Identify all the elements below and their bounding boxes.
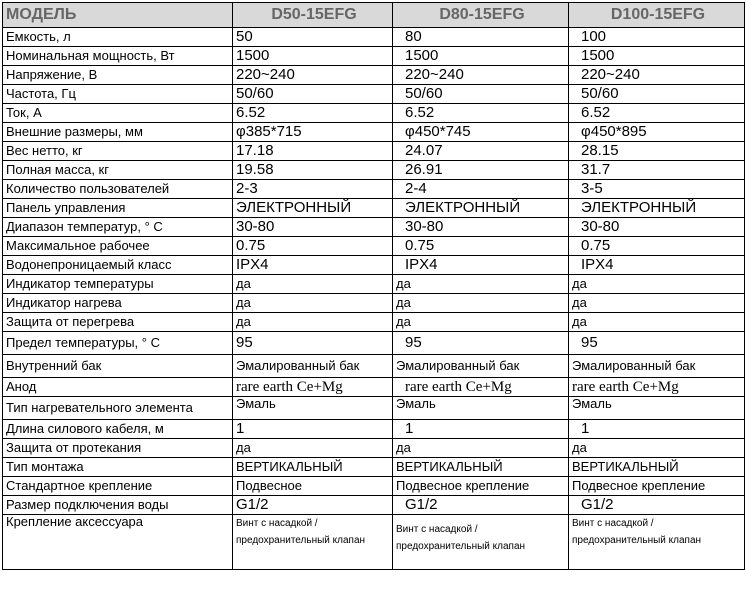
- row-label: Емкость, л: [3, 28, 233, 47]
- row-label: Внешние размеры, мм: [3, 123, 233, 142]
- spec-table: [2, 2, 745, 570]
- row-label: Ток, А: [3, 104, 233, 123]
- row-value: 50/60: [233, 85, 393, 104]
- header-model: D80-15EFG: [393, 3, 569, 28]
- table-row: [3, 378, 745, 397]
- row-value: 50/60: [569, 85, 745, 104]
- row-value: да: [393, 439, 569, 458]
- row-label: Диапазон температур, ° С: [3, 218, 233, 237]
- table-row: [3, 237, 745, 256]
- table-row: [3, 47, 745, 66]
- row-value: 50: [233, 28, 393, 47]
- row-value: Эмалированный бак: [393, 355, 569, 378]
- row-value: 3-5: [569, 180, 745, 199]
- table-row: [3, 275, 745, 294]
- row-value: да: [569, 439, 745, 458]
- row-label: Водонепроницаемый класс: [3, 256, 233, 275]
- row-label: Максимальное рабочее: [3, 237, 233, 256]
- header-model: D100-15EFG: [569, 3, 745, 28]
- table-row: [3, 142, 745, 161]
- row-label: Тип монтажа: [3, 458, 233, 477]
- table-row: [3, 180, 745, 199]
- row-label: Защита от перегрева: [3, 313, 233, 332]
- row-value: G1/2: [393, 496, 569, 515]
- row-value: 26.91: [393, 161, 569, 180]
- row-value: Эмаль: [393, 397, 569, 420]
- row-value: Эмалированный бак: [569, 355, 745, 378]
- row-value: Винт с насадкой /предохранительный клапан: [393, 515, 569, 570]
- row-value: IPX4: [233, 256, 393, 275]
- row-label: Вес нетто, кг: [3, 142, 233, 161]
- row-value: 220~240: [393, 66, 569, 85]
- row-value: 95: [233, 332, 393, 355]
- table-row: [3, 218, 745, 237]
- row-value: 6.52: [569, 104, 745, 123]
- table-row: [3, 256, 745, 275]
- row-value: 17.18: [233, 142, 393, 161]
- row-value: 1: [569, 420, 745, 439]
- row-label: Длина силового кабеля, м: [3, 420, 233, 439]
- table-row: [3, 458, 745, 477]
- table-row: [3, 397, 745, 420]
- table-row: [3, 161, 745, 180]
- row-value: Подвесное крепление: [393, 477, 569, 496]
- row-value: 1500: [569, 47, 745, 66]
- row-value: rare earth Ce+Mg: [569, 378, 745, 397]
- row-value: да: [569, 294, 745, 313]
- row-label: Индикатор нагрева: [3, 294, 233, 313]
- table-row: [3, 28, 745, 47]
- row-value: Винт с насадкой /предохранительный клапан: [569, 515, 745, 570]
- row-value: IPX4: [569, 256, 745, 275]
- row-value: IPX4: [393, 256, 569, 275]
- row-value: да: [393, 275, 569, 294]
- row-label: Крепление аксессуара: [3, 515, 233, 570]
- table-row: [3, 104, 745, 123]
- table-row: [3, 477, 745, 496]
- row-value: 220~240: [569, 66, 745, 85]
- row-label: Тип нагревательного элемента: [3, 397, 233, 420]
- table-row: [3, 355, 745, 378]
- row-label: Индикатор температуры: [3, 275, 233, 294]
- row-value: 80: [393, 28, 569, 47]
- row-label: Внутренний бак: [3, 355, 233, 378]
- table-row: [3, 313, 745, 332]
- row-label: Защита от протекания: [3, 439, 233, 458]
- row-value: Эмаль: [569, 397, 745, 420]
- row-value: ЭЛЕКТРОННЫЙ: [393, 199, 569, 218]
- row-value: 1: [233, 420, 393, 439]
- row-value: 0.75: [233, 237, 393, 256]
- row-value: 30-80: [569, 218, 745, 237]
- row-label: Полная масса, кг: [3, 161, 233, 180]
- row-value: ВЕРТИКАЛЬНЫЙ: [233, 458, 393, 477]
- row-value: 95: [569, 332, 745, 355]
- row-label: Напряжение, В: [3, 66, 233, 85]
- table-row: [3, 123, 745, 142]
- header-model: D50-15EFG: [233, 3, 393, 28]
- row-value: да: [569, 275, 745, 294]
- row-value: Подвесное: [233, 477, 393, 496]
- table-row: [3, 439, 745, 458]
- row-label: Стандартное крепление: [3, 477, 233, 496]
- row-label: Частота, Гц: [3, 85, 233, 104]
- row-value: 2-4: [393, 180, 569, 199]
- table-row: [3, 496, 745, 515]
- row-value: 100: [569, 28, 745, 47]
- row-value: 30-80: [233, 218, 393, 237]
- row-value: 1: [393, 420, 569, 439]
- row-value: φ385*715: [233, 123, 393, 142]
- row-value: ВЕРТИКАЛЬНЫЙ: [393, 458, 569, 477]
- row-value: Эмалированный бак: [233, 355, 393, 378]
- row-value: 220~240: [233, 66, 393, 85]
- row-value: да: [393, 313, 569, 332]
- row-value: φ450*745: [393, 123, 569, 142]
- row-value: 0.75: [393, 237, 569, 256]
- row-value: 19.58: [233, 161, 393, 180]
- row-value: 2-3: [233, 180, 393, 199]
- row-value: да: [233, 439, 393, 458]
- row-value: Подвесное крепление: [569, 477, 745, 496]
- row-value: φ450*895: [569, 123, 745, 142]
- row-value: 1500: [233, 47, 393, 66]
- table-row: [3, 294, 745, 313]
- row-value: Эмаль: [233, 397, 393, 420]
- row-label: Анод: [3, 378, 233, 397]
- table-row: [3, 199, 745, 218]
- row-value: 95: [393, 332, 569, 355]
- row-label: Панель управления: [3, 199, 233, 218]
- row-value: 24.07: [393, 142, 569, 161]
- row-value: 28.15: [569, 142, 745, 161]
- row-value: да: [393, 294, 569, 313]
- table-row: [3, 66, 745, 85]
- row-value: 6.52: [233, 104, 393, 123]
- row-value: ВЕРТИКАЛЬНЫЙ: [569, 458, 745, 477]
- row-value: G1/2: [569, 496, 745, 515]
- table-row: [3, 332, 745, 355]
- row-value: G1/2: [233, 496, 393, 515]
- row-label: Предел температуры, ° С: [3, 332, 233, 355]
- row-value: да: [233, 313, 393, 332]
- header-row: [3, 3, 745, 28]
- row-label: Номинальная мощность, Вт: [3, 47, 233, 66]
- row-value: ЭЛЕКТРОННЫЙ: [569, 199, 745, 218]
- row-value: 30-80: [393, 218, 569, 237]
- row-value: rare earth Ce+Mg: [393, 378, 569, 397]
- row-value: 1500: [393, 47, 569, 66]
- row-value: Винт с насадкой /предохранительный клапан: [233, 515, 393, 570]
- row-value: 0.75: [569, 237, 745, 256]
- row-value: rare earth Ce+Mg: [233, 378, 393, 397]
- table-row: [3, 515, 745, 570]
- header-label: МОДЕЛЬ: [3, 3, 233, 28]
- row-value: ЭЛЕКТРОННЫЙ: [233, 199, 393, 218]
- table-row: [3, 85, 745, 104]
- row-value: да: [233, 275, 393, 294]
- row-value: да: [569, 313, 745, 332]
- row-label: Количество пользователей: [3, 180, 233, 199]
- table-row: [3, 420, 745, 439]
- row-value: 31.7: [569, 161, 745, 180]
- row-value: да: [233, 294, 393, 313]
- row-label: Размер подключения воды: [3, 496, 233, 515]
- row-value: 50/60: [393, 85, 569, 104]
- row-value: 6.52: [393, 104, 569, 123]
